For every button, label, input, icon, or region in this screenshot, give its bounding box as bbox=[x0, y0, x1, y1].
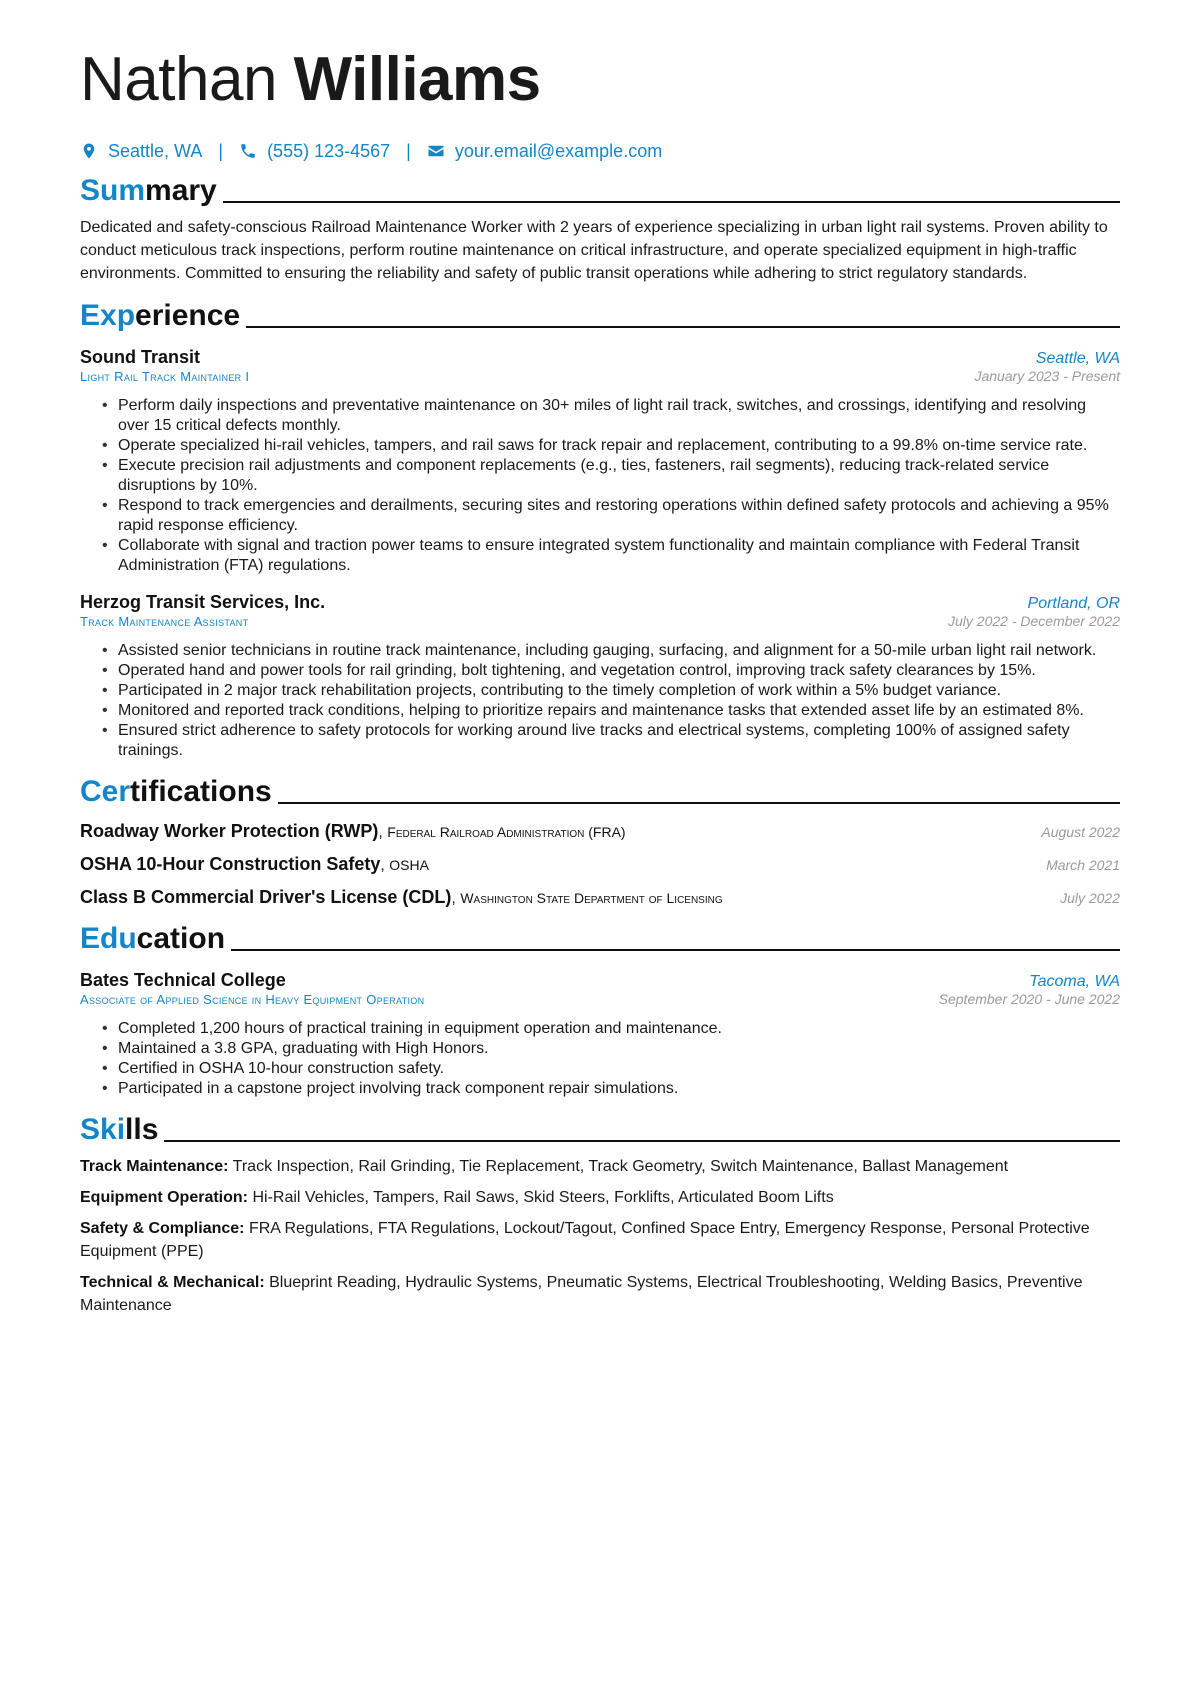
map-marker-icon bbox=[80, 142, 98, 160]
company-name: Herzog Transit Services, Inc. bbox=[80, 592, 326, 612]
list-item: • Ensured strict adherence to safety protocols for working around live tracks and electrical systems, completing 100% of assigned safety trainings. bbox=[118, 721, 1120, 761]
title-rest: tifications bbox=[130, 775, 272, 808]
title-accent: Edu bbox=[80, 922, 137, 955]
title-rest: cation bbox=[136, 922, 226, 955]
skill-group bbox=[80, 1155, 1120, 1178]
job-dates: January 2023 - Present bbox=[974, 368, 1120, 384]
section-rule bbox=[223, 201, 1120, 203]
cert-name: Roadway Worker Protection (RWP) bbox=[80, 821, 379, 841]
contact-separator: | bbox=[406, 140, 411, 161]
list-item: • Execute precision rail adjustments and component replacements (e.g., ties, fasteners, rail segments), reducing track-related service disruptions by 10%. bbox=[118, 456, 1120, 496]
email-link[interactable]: your.email@example.com bbox=[454, 140, 663, 161]
job-bullets bbox=[80, 641, 1120, 761]
list-item: • Participated in a capstone project involving track component repair simulations. bbox=[118, 1079, 1120, 1099]
list-item: • Operated hand and power tools for rail grinding, bolt tightening, and vegetation control, improving track safety clearances by 15%. bbox=[118, 661, 1120, 681]
cert-issuer: Washington State Department of Licensing bbox=[460, 890, 723, 906]
job-entry bbox=[80, 592, 1120, 761]
job-location: Seattle, WA bbox=[1035, 350, 1120, 367]
contact-email[interactable] bbox=[427, 141, 662, 162]
section-title bbox=[80, 775, 272, 809]
skill-group bbox=[80, 1186, 1120, 1209]
experience-heading bbox=[80, 299, 1120, 333]
first-name: Nathan bbox=[80, 45, 277, 114]
list-item: • Certified in OSHA 10-hour construction safety. bbox=[118, 1059, 1120, 1079]
summary-text: Dedicated and safety-conscious Railroad Maintenance Worker with 2 years of experience specializing in urban light rail systems. Proven ability to conduct meticulous track inspections, perform routine maintenance on critical infrastructure, and operate specialized equipment in high-traffic environments. Committed to ensuring the reliability and safety of public transit operations while adhering to strict regulatory standards. bbox=[80, 219, 1108, 282]
school-location: Tacoma, WA bbox=[1029, 973, 1120, 990]
cert-date: July 2022 bbox=[1060, 890, 1120, 906]
list-item: • Perform daily inspections and preventative maintenance on 30+ miles of light rail track, switches, and crossings, identifying and resolving over 15 critical defects monthly. bbox=[118, 396, 1120, 436]
contact-location bbox=[80, 141, 202, 162]
cert-issuer: Federal Railroad Administration (FRA) bbox=[387, 824, 626, 840]
title-accent: Exp bbox=[80, 299, 136, 332]
school-name: Bates Technical College bbox=[80, 970, 286, 990]
skill-items: Blueprint Reading, Hydraulic Systems, Pneumatic Systems, Electrical Troubleshooting, Welding Basics, Preventive Maintenance bbox=[80, 1274, 1083, 1314]
cert-date: August 2022 bbox=[1041, 824, 1120, 840]
list-item: • Respond to track emergencies and derailments, securing sites and restoring operations within defined safety protocols and achieving a 95% rapid response efficiency. bbox=[118, 496, 1120, 536]
job-bullets bbox=[80, 396, 1120, 576]
list-item: • Collaborate with signal and traction power teams to ensure integrated system functionality and maintain compliance with Federal Transit Administration (FTA) regulations. bbox=[118, 536, 1120, 576]
title-rest: erience bbox=[135, 299, 241, 332]
section-rule bbox=[164, 1140, 1120, 1142]
company-name: Sound Transit bbox=[80, 347, 201, 367]
title-accent: Sum bbox=[80, 174, 146, 207]
cert-date: March 2021 bbox=[1046, 857, 1120, 873]
job-title: Track Maintenance Assistant bbox=[80, 614, 249, 629]
education-heading bbox=[80, 922, 1120, 956]
skill-items: Track Inspection, Rail Grinding, Tie Replacement, Track Geometry, Switch Maintenance, Ballast Management bbox=[232, 1158, 1009, 1175]
title-accent: Ski bbox=[80, 1113, 126, 1146]
job-title: Light Rail Track Maintainer I bbox=[80, 369, 250, 384]
section-rule bbox=[278, 802, 1120, 804]
skill-label: Safety & Compliance: bbox=[80, 1220, 245, 1237]
list-item: • Maintained a 3.8 GPA, graduating with High Honors. bbox=[118, 1039, 1120, 1059]
phone-text: (555) 123-4567 bbox=[267, 140, 391, 161]
education-entry bbox=[80, 970, 1120, 1099]
cert-comma: , bbox=[451, 890, 461, 907]
candidate-name bbox=[80, 42, 1120, 118]
title-accent: Cer bbox=[80, 775, 131, 808]
title-rest: mary bbox=[145, 174, 217, 207]
cert-issuer: OSHA bbox=[389, 857, 429, 873]
certification-item bbox=[80, 821, 1120, 842]
section-title bbox=[80, 174, 217, 208]
skills-heading bbox=[80, 1113, 1120, 1147]
list-item: • Completed 1,200 hours of practical training in equipment operation and maintenance. bbox=[118, 1019, 1120, 1039]
certifications-heading bbox=[80, 775, 1120, 809]
list-item: • Assisted senior technicians in routine track maintenance, including gauging, surfacing, and alignment for a 50-mile urban light rail network. bbox=[118, 641, 1120, 661]
list-item: • Operate specialized hi-rail vehicles, tampers, and rail saws for track repair and replacement, contributing to a 99.8% on-time service rate. bbox=[118, 436, 1120, 456]
last-name: Williams bbox=[293, 45, 541, 114]
certification-item bbox=[80, 887, 1120, 908]
degree: Associate of Applied Science in Heavy Equipment Operation bbox=[80, 992, 425, 1007]
cert-name: OSHA 10-Hour Construction Safety bbox=[80, 854, 381, 874]
certification-item bbox=[80, 854, 1120, 875]
cert-name: Class B Commercial Driver's License (CDL) bbox=[80, 887, 452, 907]
cert-comma: , bbox=[378, 824, 388, 841]
education-bullets bbox=[80, 1019, 1120, 1099]
contact-line bbox=[80, 138, 1120, 164]
cert-comma: , bbox=[380, 857, 390, 874]
section-rule bbox=[246, 326, 1120, 328]
skill-group bbox=[80, 1217, 1120, 1263]
summary-heading bbox=[80, 174, 1120, 208]
list-item: • Participated in 2 major track rehabilitation projects, contributing to the timely completion of work within a 5% budget variance. bbox=[118, 681, 1120, 701]
skill-items: FRA Regulations, FTA Regulations, Lockout/Tagout, Confined Space Entry, Emergency Response, Personal Protective Equipment (PPE) bbox=[80, 1220, 1090, 1260]
education-dates: September 2020 - June 2022 bbox=[938, 991, 1120, 1007]
skill-group bbox=[80, 1271, 1120, 1317]
phone-icon bbox=[239, 142, 257, 160]
envelope-icon bbox=[427, 142, 445, 160]
job-location: Portland, OR bbox=[1027, 595, 1120, 612]
title-rest: lls bbox=[125, 1113, 159, 1146]
section-title bbox=[80, 1113, 158, 1147]
skill-items: Hi-Rail Vehicles, Tampers, Rail Saws, Skid Steers, Forklifts, Articulated Boom Lifts bbox=[252, 1189, 834, 1206]
skill-label: Track Maintenance: bbox=[80, 1158, 229, 1175]
contact-phone[interactable] bbox=[239, 141, 390, 162]
section-title bbox=[80, 299, 240, 333]
section-rule bbox=[231, 949, 1120, 951]
location-text: Seattle, WA bbox=[108, 140, 203, 161]
contact-separator: | bbox=[218, 140, 224, 161]
section-title bbox=[80, 922, 225, 956]
job-entry bbox=[80, 347, 1120, 576]
skill-label: Equipment Operation: bbox=[80, 1189, 248, 1206]
list-item: • Monitored and reported track conditions, helping to prioritize repairs and maintenance tasks that extended asset life by an estimated 8%. bbox=[118, 701, 1120, 721]
skill-label: Technical & Mechanical: bbox=[80, 1274, 265, 1291]
job-dates: July 2022 - December 2022 bbox=[948, 613, 1120, 629]
